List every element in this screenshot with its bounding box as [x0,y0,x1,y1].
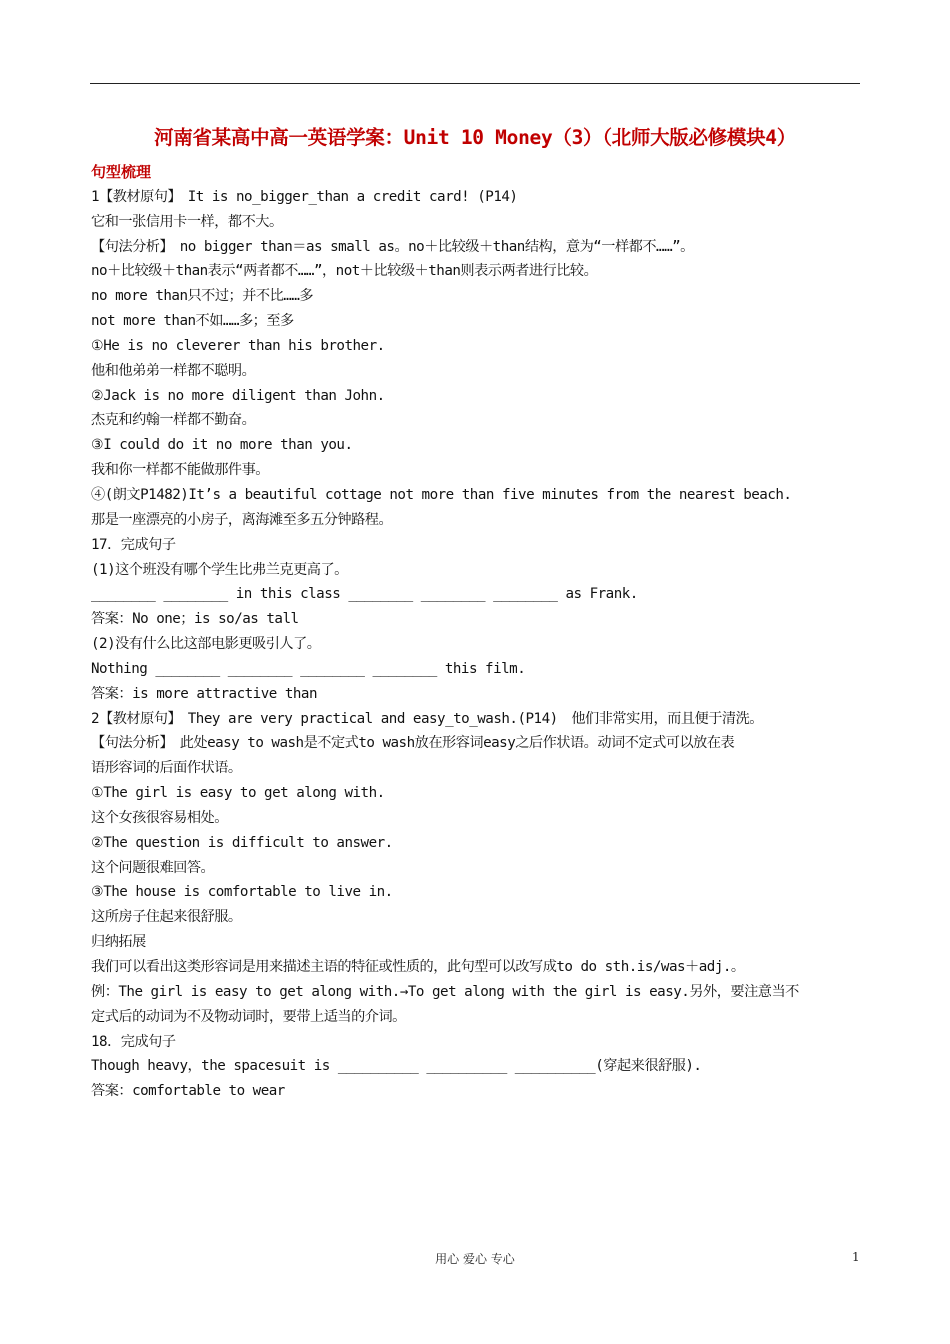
text-line: ________ ________ in this class ________ ________ ________ as Frank. [91,586,638,603]
text-lines [91,185,863,1104]
text-line: ③The house is comfortable to live in. [91,884,393,901]
text-line: no＋比较级＋than表示“两者都不……”，not＋比较级＋than则表示两者进行比较。 [91,263,598,280]
text-line: ②Jack is no more diligent than John. [91,387,385,404]
text-line: no more than只不过；并不比……多 [91,288,314,305]
text-line: 语形容词的后面作状语。 [91,760,242,777]
text-line: 答案：comfortable to wear [91,1083,285,1100]
text-line: 这所房子住起来很舒服。 [91,909,242,926]
text-line: 例：The girl is easy to get along with.→To get along with the girl is easy.另外，要注意当不 [91,983,799,1000]
text-line: 我和你一样都不能做那件事。 [91,462,269,479]
text-line: (2)没有什么比这部电影更吸引人了。 [91,636,321,653]
text-line: Though heavy，the spacesuit is __________ __________ __________(穿起来很舒服). [91,1058,702,1075]
page-title: 河南省某高中高一英语学案：Unit 10 Money（3）（北师大版必修模块4） [154,126,796,149]
text-line: 这个问题很难回答。 [91,859,215,876]
page-number: 1 [852,1250,860,1264]
text-line: 2【教材原句】 They are very practical and easy_to_wash.(P14) 他们非常实用，而且便于清洗。 [91,710,763,727]
text-line: 答案：is more attractive than [91,685,318,702]
text-line: 答案：No one；is so/as tall [91,611,299,628]
text-line: 它和一张信用卡一样，都不大。 [91,213,283,230]
text-line: 这个女孩很容易相处。 [91,809,228,826]
text-line: 【句法分析】 no bigger than＝as small as。no＋比较级＋than结构，意为“一样都不……”。 [91,238,694,255]
section-heading: 句型梳理 [91,163,152,181]
text-line: 那是一座漂亮的小房子，离海滩至多五分钟路程。 [91,511,393,528]
header-rule [90,83,860,84]
text-line: 他和他弟弟一样都不聪明。 [91,362,256,379]
text-line: 18．完成句子 [91,1033,176,1050]
text-line: ③I could do it no more than you. [91,437,353,454]
text-line: 【句法分析】 此处easy to wash是不定式to wash放在形容词easy之后作状语。动词不定式可以放在表 [91,735,735,752]
text-line: 我们可以看出这类形容词是用来描述主语的特征或性质的，此句型可以改写成to do sth.is/was＋adj.。 [91,959,745,975]
page-footer: 用心 爱心 专心 [435,1252,515,1266]
text-line: 17．完成句子 [91,536,176,553]
text-line: 杰克和约翰一样都不勤奋。 [91,412,256,429]
document-body [91,160,863,1104]
text-line: 归纳拓展 [91,934,146,951]
text-line: 定式后的动词为不及物动词时，要带上适当的介词。 [91,1008,406,1025]
text-line: ①The girl is easy to get along with. [91,785,385,802]
text-line: (1)这个班没有哪个学生比弗兰克更高了。 [91,561,348,578]
text-line: 1【教材原句】 It is no_bigger_than a credit card! (P14) [91,188,518,205]
text-line: ①He is no cleverer than his brother. [91,337,385,354]
text-line: Nothing ________ ________ ________ ________ this film. [91,660,526,677]
text-line: not more than不如……多；至多 [91,313,294,330]
text-line: ②The question is difficult to answer. [91,834,393,851]
text-line: ④(朗文P1482)It’s a beautiful cottage not more than five minutes from the nearest beach. [91,486,792,503]
